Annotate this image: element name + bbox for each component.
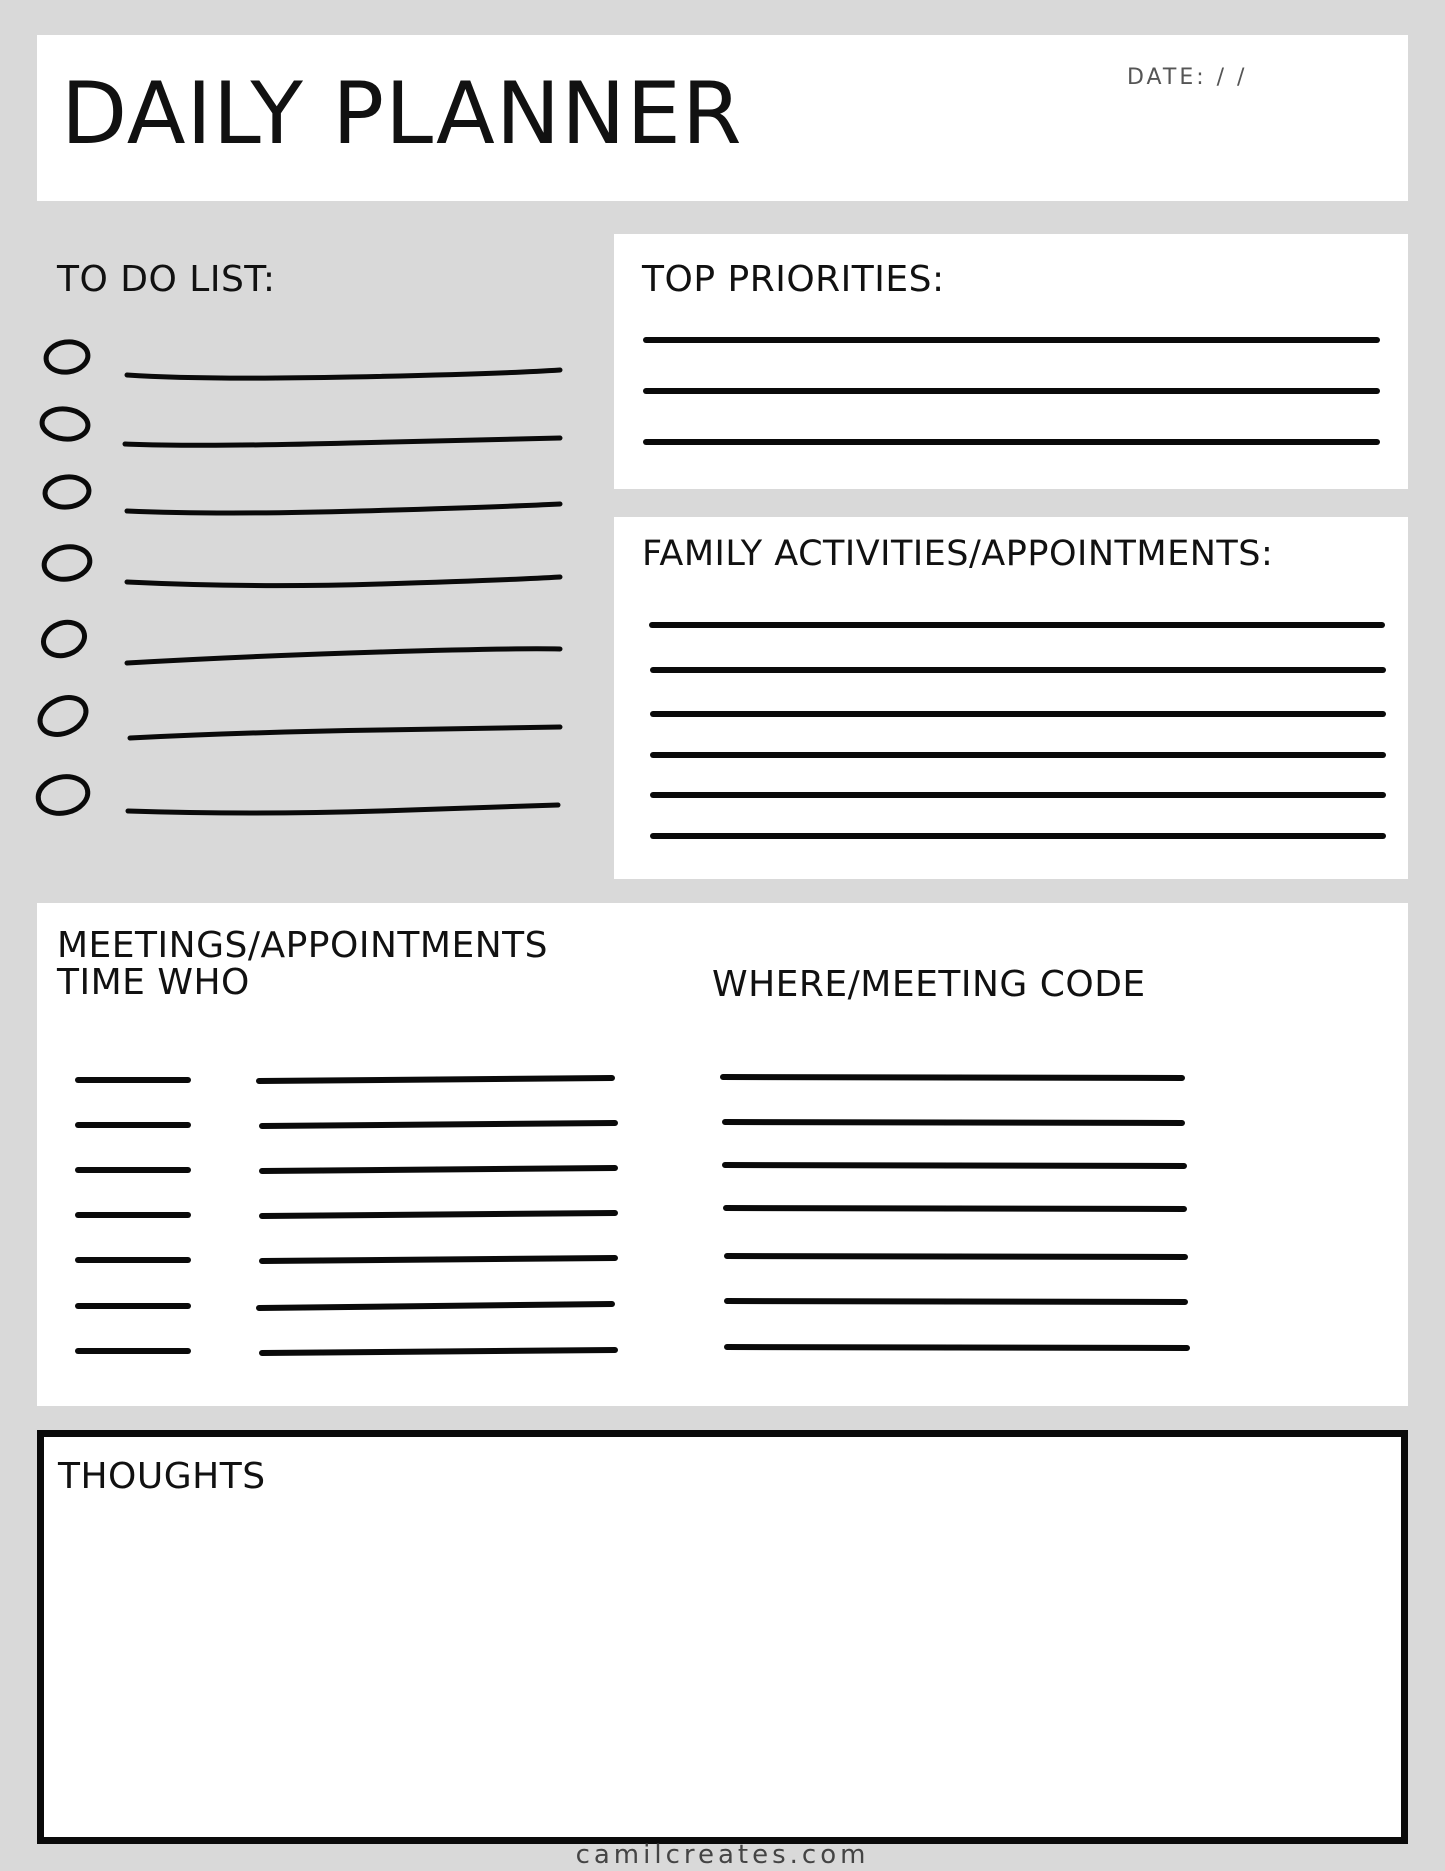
todo-checkbox-icon[interactable] xyxy=(44,339,90,375)
where-line[interactable] xyxy=(726,1208,1184,1209)
thoughts-heading: THOUGHTS xyxy=(58,1456,266,1497)
todo-line[interactable] xyxy=(127,649,560,663)
where-line[interactable] xyxy=(727,1347,1187,1348)
where-line[interactable] xyxy=(727,1256,1185,1257)
todo-item[interactable] xyxy=(35,772,558,818)
todo-line[interactable] xyxy=(127,577,560,586)
todo-line[interactable] xyxy=(128,805,558,813)
thoughts-panel[interactable] xyxy=(37,1430,1408,1844)
meetings-heading: MEETINGS/APPOINTMENTS xyxy=(57,925,548,966)
where-line[interactable] xyxy=(725,1122,1182,1123)
where-line[interactable] xyxy=(725,1165,1184,1166)
todo-item[interactable] xyxy=(44,339,560,378)
todo-heading: TO DO LIST: xyxy=(57,259,276,300)
todo-line[interactable] xyxy=(127,370,560,378)
meetings-lines xyxy=(37,903,1408,1406)
who-line[interactable] xyxy=(259,1304,612,1308)
family-heading: FAMILY ACTIVITIES/APPOINTMENTS: xyxy=(642,534,1274,574)
todo-line[interactable] xyxy=(130,727,560,738)
who-line[interactable] xyxy=(262,1213,615,1216)
todo-item[interactable] xyxy=(44,475,560,513)
todo-checkbox-icon[interactable] xyxy=(35,772,91,818)
todo-item[interactable] xyxy=(34,690,560,741)
family-lines xyxy=(614,517,1408,879)
meetings-panel xyxy=(37,903,1408,1406)
todo-line[interactable] xyxy=(127,504,560,513)
todo-checkbox-icon[interactable] xyxy=(42,543,93,583)
top-priorities-panel xyxy=(614,234,1408,489)
todo-list xyxy=(0,0,600,840)
where-line[interactable] xyxy=(727,1301,1185,1302)
todo-checkbox-icon[interactable] xyxy=(39,617,89,661)
page-title: DAILY PLANNER xyxy=(61,64,743,164)
todo-checkbox-icon[interactable] xyxy=(44,475,91,509)
who-line[interactable] xyxy=(259,1078,612,1081)
date-label: DATE: / / xyxy=(1127,65,1248,90)
todo-item[interactable] xyxy=(41,407,560,446)
where-line[interactable] xyxy=(723,1077,1182,1078)
todo-item[interactable] xyxy=(42,543,560,585)
todo-checkbox-icon[interactable] xyxy=(34,690,92,741)
who-line[interactable] xyxy=(262,1168,615,1171)
priorities-lines xyxy=(614,234,1408,489)
todo-checkbox-icon[interactable] xyxy=(41,407,90,442)
family-activities-panel xyxy=(614,517,1408,879)
where-heading: WHERE/MEETING CODE xyxy=(712,964,1146,1005)
todo-item[interactable] xyxy=(39,617,560,663)
who-line[interactable] xyxy=(262,1258,615,1261)
priorities-heading: TOP PRIORITIES: xyxy=(642,259,945,300)
footer-site: camilcreates.com xyxy=(575,1840,870,1870)
who-line[interactable] xyxy=(262,1350,615,1353)
meetings-subheading: TIME WHO xyxy=(57,962,250,1003)
who-line[interactable] xyxy=(262,1123,615,1126)
todo-line[interactable] xyxy=(125,438,560,445)
